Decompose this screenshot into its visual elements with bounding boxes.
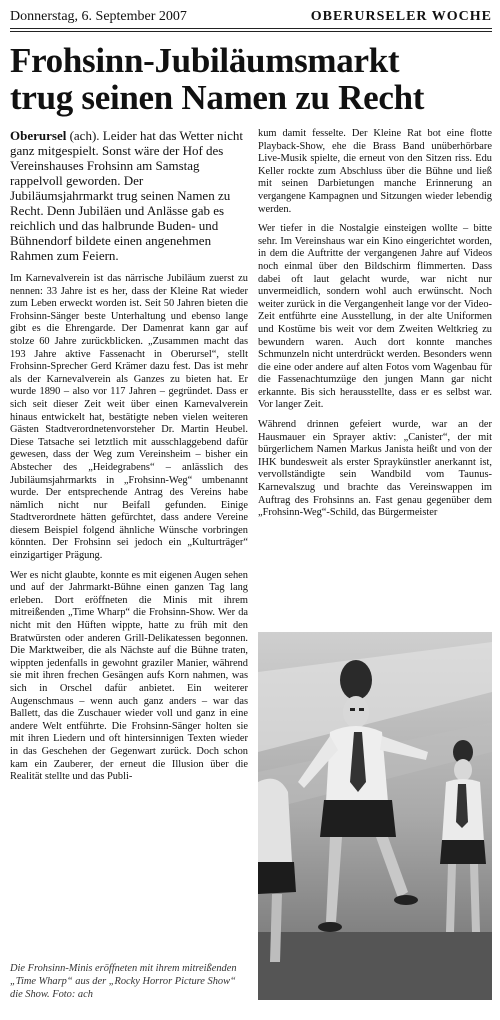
newspaper-name: OBERURSELER WOCHE xyxy=(310,9,492,24)
article-column-left xyxy=(10,128,248,791)
masthead-rule xyxy=(10,28,492,29)
article-photo xyxy=(258,632,492,1000)
article-paragraph: Während drinnen gefeiert wurde, war an der Hausmauer ein Sprayer aktiv: „Canister“, der mit bürgerlichem Namen Markus Janista heißt und von der IHK bundesweit als erster Spraykünstler anerkannt ist, vervollständigte sein Wandbild vom Taunus-Karnevalszug und brachte das Vereinswappen im Auftrag des Frohsinns an. Fast genau gegenüber dem „Frohsinn-Weg“-Schild, das Bürgermeister xyxy=(258,419,492,519)
article-lead xyxy=(10,128,248,263)
headline-line-2: trug seinen Namen zu Recht xyxy=(10,78,425,117)
article-paragraph: Im Karnevalverein ist das närrische Jubiläum zuerst zu nennen: 33 Jahre ist es her, dass der Kleine Rat wieder zum Leben erweckt worden ist. Seit 50 Jahren bieten die Frohsinn-Sänger beste Unterhaltung und ebenso lange gibt es die Ehrengarde. Der Damenrat kann gar auf stolze 60 Jahre zurückblicken. „Zusammen macht das 193 Jahre aktive Fassenacht in Oberursel“, stellt Frohsinn-Sprecher Gerd Krämer dazu fest. Das ist mehr als der Karnevalverein als Ganzes zu bieten hat. Er wurde 1890 – also vor 117 Jahren – gegründet. Dass er sich seit dieser Zeit weit über einen Karnevalverein hinaus entwickelt hat, bestätigte neben vielen weiteren Gästen Stadtverordnetenvorsteher Dr. Martin Heubel. Diese Tatsache sei letztlich mit ausschlaggebend dafür gewesen, dass der Weg zum Vereinsheim – bisher ein Abstecher des „Heidegrabens“ – anlässlich des Jubiläumsjahrmarkts in „Frohsinn-Weg“ umbenannt wurde. Der entsprechende Antrag des Vereins habe nämlich nicht nur Beifall gefunden. Einige Stadtverordnete hätten gefürchtet, dass andere Vereine diesem Beispiel folgend ähnliche Wünsche vorbringen könnten. Der Frohsinn sei jedoch ein „Kulturträger“ einzigartiger Prägung. xyxy=(10,273,248,562)
photo-caption: Die Frohsinn-Minis eröffneten mit ihrem mitreißenden „Time Wharp“ aus der „Rocky Horror Picture Show“ die Show. Foto: ach xyxy=(10,963,237,1000)
article-headline xyxy=(10,42,492,116)
article-column-right xyxy=(258,128,492,527)
issue-date: Donnerstag, 6. September 2007 xyxy=(10,9,187,24)
lead-text: (ach). Leider hat das Wetter nicht ganz mitgespielt. Sonst wäre der Hof des Vereinshauses Frohsinn am Samstag rappelvoll geworden. Der Jubiläumsjahrmarkt trug seinen Namen zu Recht. Denn Jubiläen und Anlässe gab es reichlich und das halbrunde Buden- und Bühnendorf bildete einen angenehmen Rahmen zum Feiern. xyxy=(10,128,243,263)
dateline-place: Oberursel xyxy=(10,128,67,143)
dancers-photo-illustration xyxy=(258,632,492,1000)
masthead xyxy=(10,6,492,26)
masthead-rule-thin xyxy=(10,31,492,32)
article-paragraph: Wer tiefer in die Nostalgie einsteigen wollte – bitte sehr. Im Vereinshaus war ein Kino eingerichtet worden, in dem die Auftritte der vergangenen Jahre auf Videos noch einmal über den Bildschirm flimmerten. Dass dabei oft laut gelacht wurde, war nicht nur unvermeidlich, sondern wohl auch erwünscht. Noch weiter zurück in die Vergangenheit lange vor der Video-Zeit entführte eine Ausstellung, in der alte Uniformen und Kostüme bis weit vor dem Zweiten Weltkrieg zu bewundern waren. Auch dort konnte manches Schmunzeln nicht unterdrückt werden. Besonders wenn die eine oder andere auf alten Fotos vom Wagenbau für die Fassenachtumzüge den jungen Mann gar nicht erkannte. Bis sich herausstellte, dass er es selbst war. Vor langer Zeit. xyxy=(258,223,492,411)
headline-line-1: Frohsinn-Jubiläumsmarkt xyxy=(10,41,400,80)
article-paragraph: Wer es nicht glaubte, konnte es mit eigenen Augen sehen und auf der Jahrmarkt-Bühne einen ganzen Tag lang erleben. Dort eröffneten die Minis mit ihrem mitreißenden „Time Wharp“ die Frohsinn-Show. Wer da nicht mit den Hüften wippte, hatte zu früh mit den Bratwürsten oder anderen Grill-Delikatessen begonnen. Die Marktweiber, die als Nächste auf die Bühne traten, wippten jedenfalls in gewohnt graziler Manier, während sie mit ihren frechen Gesängen aufs Korn nahmen, was sich in Orschel dafür anbietet. Ein weiterer Augenschmaus – wenn auch ganz anders – war das Ballett, das die Zuschauer wieder voll und ganz in eine andere Welt entführte. Die Frohsinn-Sänger holten sie mit ihren Liedern und oft hintersinnigen Texten wieder in das Geschehen der Gegenwart zurück. Doch schon kam ein Zauberer, der erneut die Illusion über die Realität stellte und das Publi- xyxy=(10,569,248,783)
article-paragraph: kum damit fesselte. Der Kleine Rat bot eine flotte Playback-Show, ehe die Brass Band unüberhörbare Live-Musik spielte, die erneut von den Sitzen riss. Edu Keller rockte zum Abschluss über die Bühne und ließ mit seinen Darbietungen manche Erinnerung an vergangene Kampagnen und Sitzungen wieder lebendig werden. xyxy=(258,128,492,215)
